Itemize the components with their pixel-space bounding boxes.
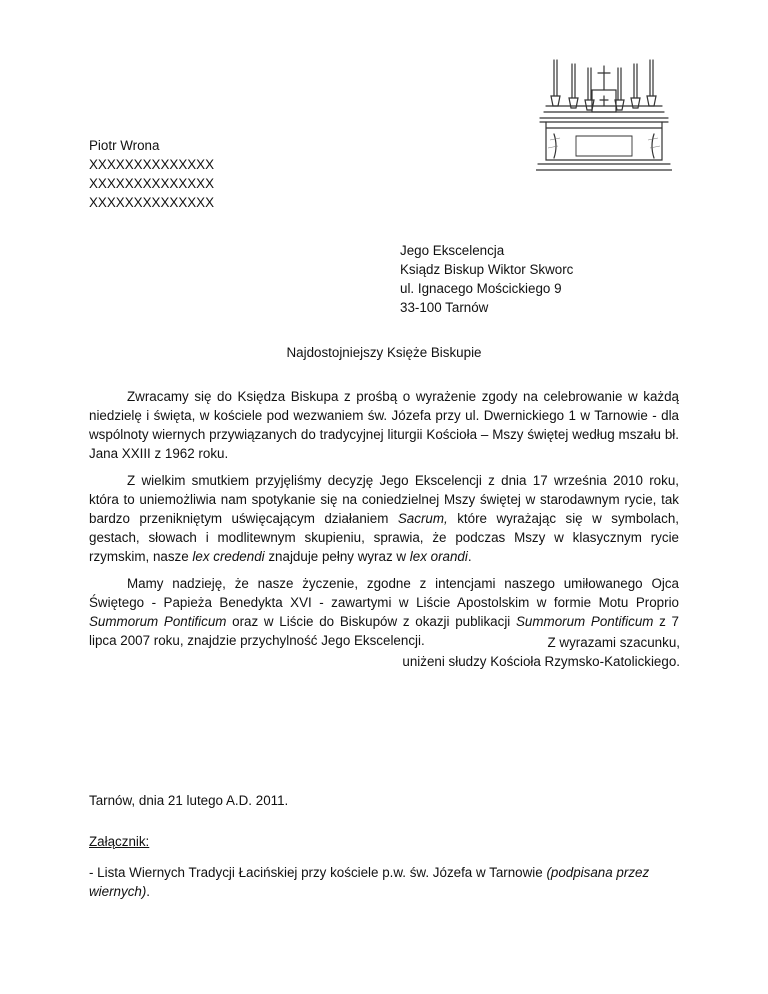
- recipient-address: [400, 241, 573, 317]
- sender-address-line: XXXXXXXXXXXXXX: [89, 195, 215, 210]
- recipient-line: Ksiądz Biskup Wiktor Skworc: [400, 262, 574, 277]
- italic-summorum-pontificum: Summorum Pontificum: [516, 614, 654, 629]
- closing: [402, 633, 680, 671]
- text-span: .: [467, 549, 472, 564]
- closing-line: Z wyrazami szacunku,: [547, 635, 680, 650]
- attachment-heading: Załącznik:: [89, 834, 150, 849]
- closing-line: uniżeni słudzy Kościoła Rzymsko-Katolickiego.: [402, 654, 680, 669]
- italic-sacrum: Sacrum,: [397, 511, 448, 526]
- salutation: Najdostojniejszy Księże Biskupie: [286, 345, 482, 360]
- text-span: znajduje pełny wyraz w: [264, 549, 410, 564]
- sender-address-line: XXXXXXXXXXXXXX: [89, 157, 215, 172]
- recipient-line: Jego Ekscelencja: [400, 243, 505, 258]
- text-span: .: [146, 884, 151, 899]
- italic-summorum-pontificum: Summorum Pontificum: [89, 614, 227, 629]
- text-span: oraz w Liście do Biskupów z okazji publikacji: [226, 614, 516, 629]
- sender-name: Piotr Wrona: [89, 138, 160, 153]
- paragraph-decision: [89, 471, 679, 566]
- italic-lex-orandi: lex orandi: [409, 549, 468, 564]
- place-date: Tarnów, dnia 21 lutego A.D. 2011.: [89, 793, 289, 808]
- text-span: które wyrażając się w symbolach, gestach, słowach i modlitewnym skupieniu, sprawia, że podczas Mszy w klasycznym rycie rzymskim, nasze: [89, 511, 679, 564]
- text-span: Z wielkim smutkiem przyjęliśmy decyzję Jego Ekscelencji z dnia 17 września 2010 roku, która to uniemożliwia nam spotykanie się na coniedzielnej Mszy świętej w starodawnym rycie, tak bardzo przenikniętym uświęcającym działaniem: [89, 473, 679, 526]
- paragraph-request: Zwracamy się do Księdza Biskupa z prośbą o wyrażenie zgody na celebrowanie w każdą niedzielę i święta, w kościele pod wezwaniem św. Józefa przy ul. Dwernickiego 1 w Tarnowie - dla wspólnoty wiernych przywiązanych do tradycyjnej liturgii Kościoła – Mszy świętej według mszału bł. Jana XXIII z 1962 roku.: [89, 389, 679, 461]
- sender-address: [89, 136, 214, 212]
- altar-drawing: [536, 56, 672, 174]
- recipient-line: 33-100 Tarnów: [400, 300, 489, 315]
- text-span: - Lista Wiernych Tradycji Łacińskiej przy kościele p.w. św. Józefa w Tarnowie: [89, 865, 547, 880]
- recipient-line: ul. Ignacego Mościckiego 9: [400, 281, 562, 296]
- attachment-item: [89, 863, 669, 901]
- sender-address-line: XXXXXXXXXXXXXX: [89, 176, 215, 191]
- text-span: z 7 lipca 2007 roku, znajdzie przychylność Jego Ekscelencji.: [89, 614, 679, 648]
- italic-note: (podpisana przez wiernych): [89, 865, 650, 899]
- letter-body: [89, 387, 679, 650]
- italic-lex-credendi: lex credendi: [192, 549, 265, 564]
- text-span: Mamy nadzieję, że nasze życzenie, zgodne z intencjami naszego umiłowanego Ojca Świętego - Papieża Benedykta XVI - zawartymi w Liście Apostolskim w formie Motu Proprio: [89, 576, 679, 610]
